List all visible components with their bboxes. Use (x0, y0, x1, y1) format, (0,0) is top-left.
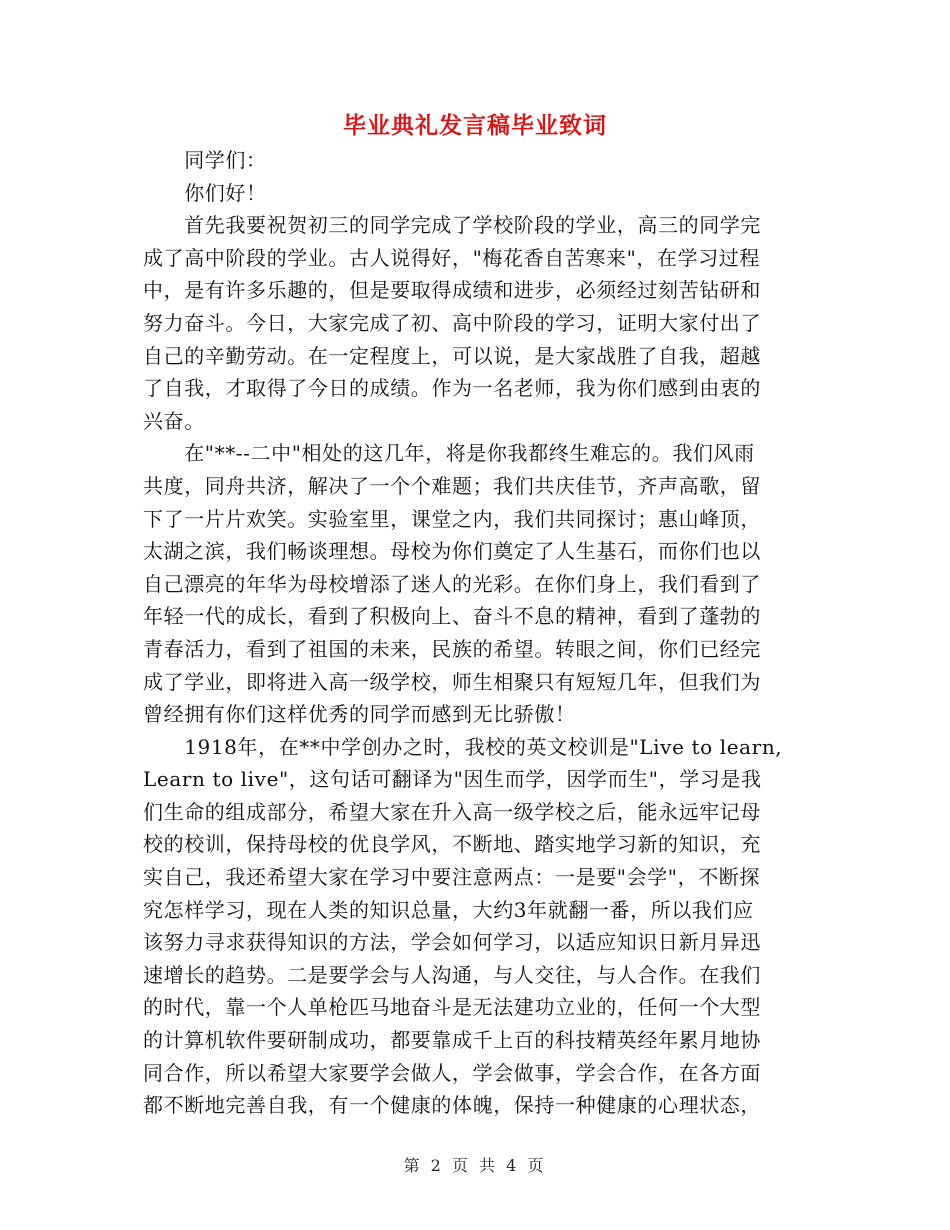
body-line: 在"**--二中"相处的这几年，将是你我都终生难忘的。我们风雨 (143, 441, 755, 466)
body-line: 首先我要祝贺初三的同学完成了学校阶段的学业，高三的同学完 (143, 213, 761, 238)
page-footer: 第 2 页 共 4 页 (403, 1156, 547, 1175)
body-line: 成了高中阶段的学业。古人说得好，"梅花香自苦寒来"，在学习过程 (143, 245, 760, 270)
body-line: 实自己，我还希望大家在学习中要注意两点：一是要"会学"，不断探 (143, 865, 760, 890)
body-line: 你们好！ (143, 180, 267, 205)
body-line: 中，是有许多乐趣的，但是要取得成绩和进步，必须经过刻苦钻研和 (143, 278, 761, 303)
body-line: 们生命的组成部分，希望大家在升入高一级学校之后，能永远牢记母 (143, 799, 761, 824)
body-line: 1918年，在**中学创办之时，我校的英文校训是"Live to learn, (143, 734, 783, 759)
document-title: 毕业典礼发言稿毕业致词 (343, 112, 607, 139)
body-line: 自己漂亮的年华为母校增添了迷人的光彩。在你们身上，我们看到了 (143, 571, 761, 596)
body-line: 年轻一代的成长，看到了积极向上、奋斗不息的精神，看到了蓬勃的 (143, 604, 761, 629)
body-line: 共度，同舟共济，解决了一个个难题；我们共庆佳节，齐声高歌，留 (143, 473, 761, 498)
body-line: Learn to live"，这句话可翻译为"因生而学，因学而生"，学习是我 (143, 767, 762, 792)
body-line: 太湖之滨，我们畅谈理想。母校为你们奠定了人生基石，而你们也以 (143, 539, 761, 564)
body-line: 自己的辛勤劳动。在一定程度上，可以说，是大家战胜了自我，超越 (143, 343, 761, 368)
document-body (143, 144, 808, 1122)
body-line: 校的校训，保持母校的优良学风，不断地、踏实地学习新的知识，充 (143, 832, 761, 857)
body-line: 同学们： (143, 148, 267, 172)
body-line: 都不断地完善自我，有一个健康的体魄，保持一种健康的心理状态， (143, 1093, 761, 1118)
body-line: 该努力寻求获得知识的方法，学会如何学习，以适应知识日新月异迅 (143, 930, 761, 955)
body-line: 青春活力，看到了祖国的未来，民族的希望。转眼之间，你们已经完 (143, 636, 761, 661)
body-line: 下了一片片欢笑。实验室里，课堂之内，我们共同探讨；惠山峰顶， (143, 506, 761, 531)
body-line: 了自我，才取得了今日的成绩。作为一名老师，我为你们感到由衷的 (143, 376, 761, 401)
body-line: 的计算机软件要研制成功，都要靠成千上百的科技精英经年累月地协 (143, 1028, 761, 1053)
body-line: 兴奋。 (143, 408, 205, 433)
body-line: 究怎样学习，现在人类的知识总量，大约3年就翻一番，所以我们应 (143, 897, 754, 922)
body-line: 速增长的趋势。二是要学会与人沟通，与人交往，与人合作。在我们 (143, 962, 761, 987)
body-line: 成了学业，即将进入高一级学校，师生相聚只有短短几年，但我们为 (143, 669, 761, 694)
body-line: 努力奋斗。今日，大家完成了初、高中阶段的学习，证明大家付出了 (143, 310, 761, 335)
body-line: 的时代，靠一个人单枪匹马地奋斗是无法建功立业的，任何一个大型 (143, 995, 761, 1020)
body-line: 曾经拥有你们这样优秀的同学而感到无比骄傲！ (143, 702, 576, 727)
body-line: 同合作，所以希望大家要学会做人，学会做事，学会合作，在各方面 (143, 1060, 761, 1085)
